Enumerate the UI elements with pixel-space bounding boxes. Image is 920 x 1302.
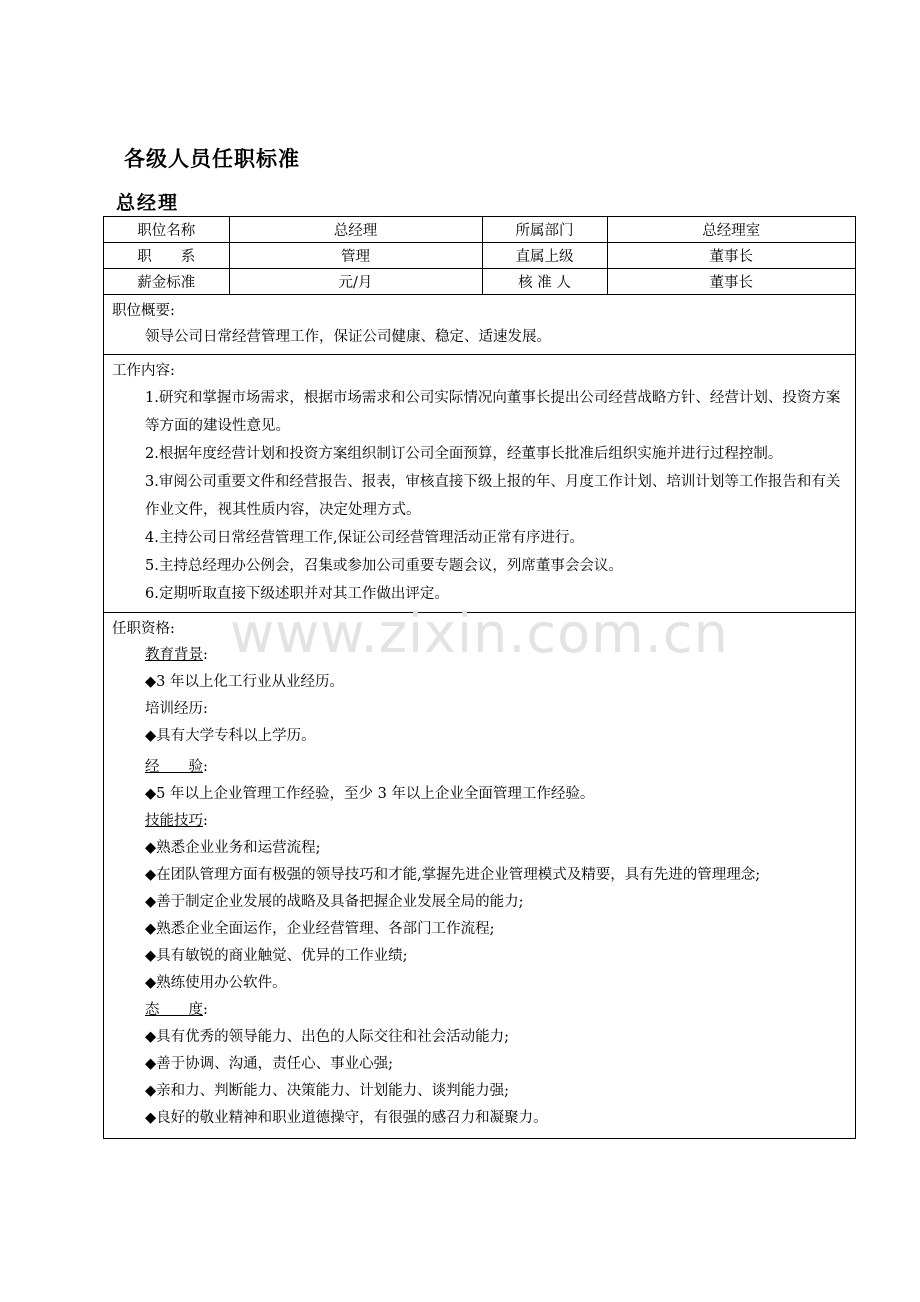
info-label-cell: 职 系 bbox=[104, 243, 229, 269]
experience-list bbox=[112, 781, 847, 808]
attitude-item: ◆具有优秀的领导能力、出色的人际交往和社会活动能力; bbox=[145, 1029, 510, 1045]
duty-item: 2.根据年度经营计划和投资方案组织制订公司全面预算，经董事长批准后组织实施并进行过程控制。 bbox=[145, 446, 783, 462]
attitude-item: ◆亲和力、判断能力、决策能力、计划能力、谈判能力强; bbox=[145, 1083, 510, 1099]
skills-label: 技能技巧 bbox=[145, 813, 203, 829]
info-value-cell: 管理 bbox=[229, 243, 482, 269]
education-heading: 教育背景: bbox=[145, 647, 208, 663]
attitude-list bbox=[112, 1024, 847, 1132]
overview-section bbox=[104, 295, 855, 354]
attitude-item: ◆良好的敬业精神和职业道德操守，有很强的感召力和凝聚力。 bbox=[145, 1110, 548, 1126]
info-value-cell: 董事长 bbox=[607, 269, 855, 295]
training-list bbox=[112, 723, 847, 750]
duties-list bbox=[112, 384, 847, 608]
attitude-label: 态 度 bbox=[145, 1002, 203, 1018]
info-value-cell: 总经理 bbox=[229, 217, 482, 243]
skill-item: ◆在团队管理方面有极强的领导技巧和才能,掌握先进企业管理模式及精要，具有先进的管理理念; bbox=[145, 867, 761, 883]
qualifications-section bbox=[104, 612, 855, 1138]
duty-item: 6.定期听取直接下级述职并对其工作做出评定。 bbox=[145, 586, 449, 602]
info-value-cell: 元/月 bbox=[229, 269, 482, 295]
experience-heading: 经 验: bbox=[145, 759, 208, 775]
duties-section bbox=[104, 354, 855, 612]
attitude-item: ◆善于协调、沟通，责任心、事业心强; bbox=[145, 1056, 394, 1072]
duty-item: 1.研究和掌握市场需求，根据市场需求和公司实际情况向董事长提出公司经营战略方针、经营计划、投资方案等方面的建设性意见。 bbox=[145, 390, 841, 434]
info-row bbox=[104, 243, 855, 269]
overview-title: 职位概要: bbox=[112, 303, 175, 319]
info-label-cell: 职位名称 bbox=[104, 217, 229, 243]
document-title: 各级人员任职标准 bbox=[124, 147, 300, 171]
info-row bbox=[104, 217, 855, 243]
info-label-cell: 所属部门 bbox=[482, 217, 607, 243]
info-value-cell: 董事长 bbox=[607, 243, 855, 269]
education-item: ◆3 年以上化工行业从业经历。 bbox=[145, 674, 344, 690]
skill-item: ◆善于制定企业发展的战略及具备把握企业发展全局的能力; bbox=[145, 894, 524, 910]
duty-item: 4.主持公司日常经营管理工作,保证公司经营管理活动正常有序进行。 bbox=[145, 530, 584, 546]
qualifications-title: 任职资格: bbox=[112, 621, 175, 637]
education-label: 教育背景 bbox=[145, 647, 203, 663]
experience-label: 经 验 bbox=[145, 759, 203, 775]
section-title: 总经理 bbox=[116, 192, 180, 214]
info-label-cell: 薪金标准 bbox=[104, 269, 229, 295]
watermark: www.zixin.com.cn bbox=[230, 602, 729, 665]
skill-item: ◆熟悉企业全面运作，企业经营管理、各部门工作流程; bbox=[145, 921, 495, 937]
duty-item: 3.审阅公司重要文件和经营报告、报表，审核直接下级上报的年、月度工作计划、培训计划等工作报告和有关作业文件，视其性质内容，决定处理方式。 bbox=[145, 474, 841, 518]
info-row bbox=[104, 269, 855, 295]
skill-item: ◆熟悉企业业务和运营流程; bbox=[145, 840, 321, 856]
info-value-cell: 总经理室 bbox=[607, 217, 855, 243]
education-list bbox=[112, 669, 847, 696]
info-label-cell: 直属上级 bbox=[482, 243, 607, 269]
skills-list bbox=[112, 835, 847, 997]
training-item: ◆具有大学专科以上学历。 bbox=[145, 728, 316, 744]
overview-text: 领导公司日常经营管理工作，保证公司健康、稳定、适速发展。 bbox=[145, 329, 551, 345]
job-info-table bbox=[104, 217, 855, 295]
info-label-cell: 核 准 人 bbox=[482, 269, 607, 295]
job-standard-form bbox=[103, 216, 856, 1139]
duty-item: 5.主持总经理办公例会，召集或参加公司重要专题会议，列席董事会会议。 bbox=[145, 558, 623, 574]
attitude-heading: 态 度: bbox=[145, 1002, 208, 1018]
duties-title: 工作内容: bbox=[112, 363, 175, 379]
training-label: 培训经历: bbox=[145, 701, 208, 717]
skill-item: ◆具有敏锐的商业触觉、优异的工作业绩; bbox=[145, 948, 408, 964]
skills-heading: 技能技巧: bbox=[145, 813, 208, 829]
experience-item: ◆5 年以上企业管理工作经验，至少 3 年以上企业全面管理工作经验。 bbox=[145, 786, 595, 802]
skill-item: ◆熟练使用办公软件。 bbox=[145, 975, 287, 991]
